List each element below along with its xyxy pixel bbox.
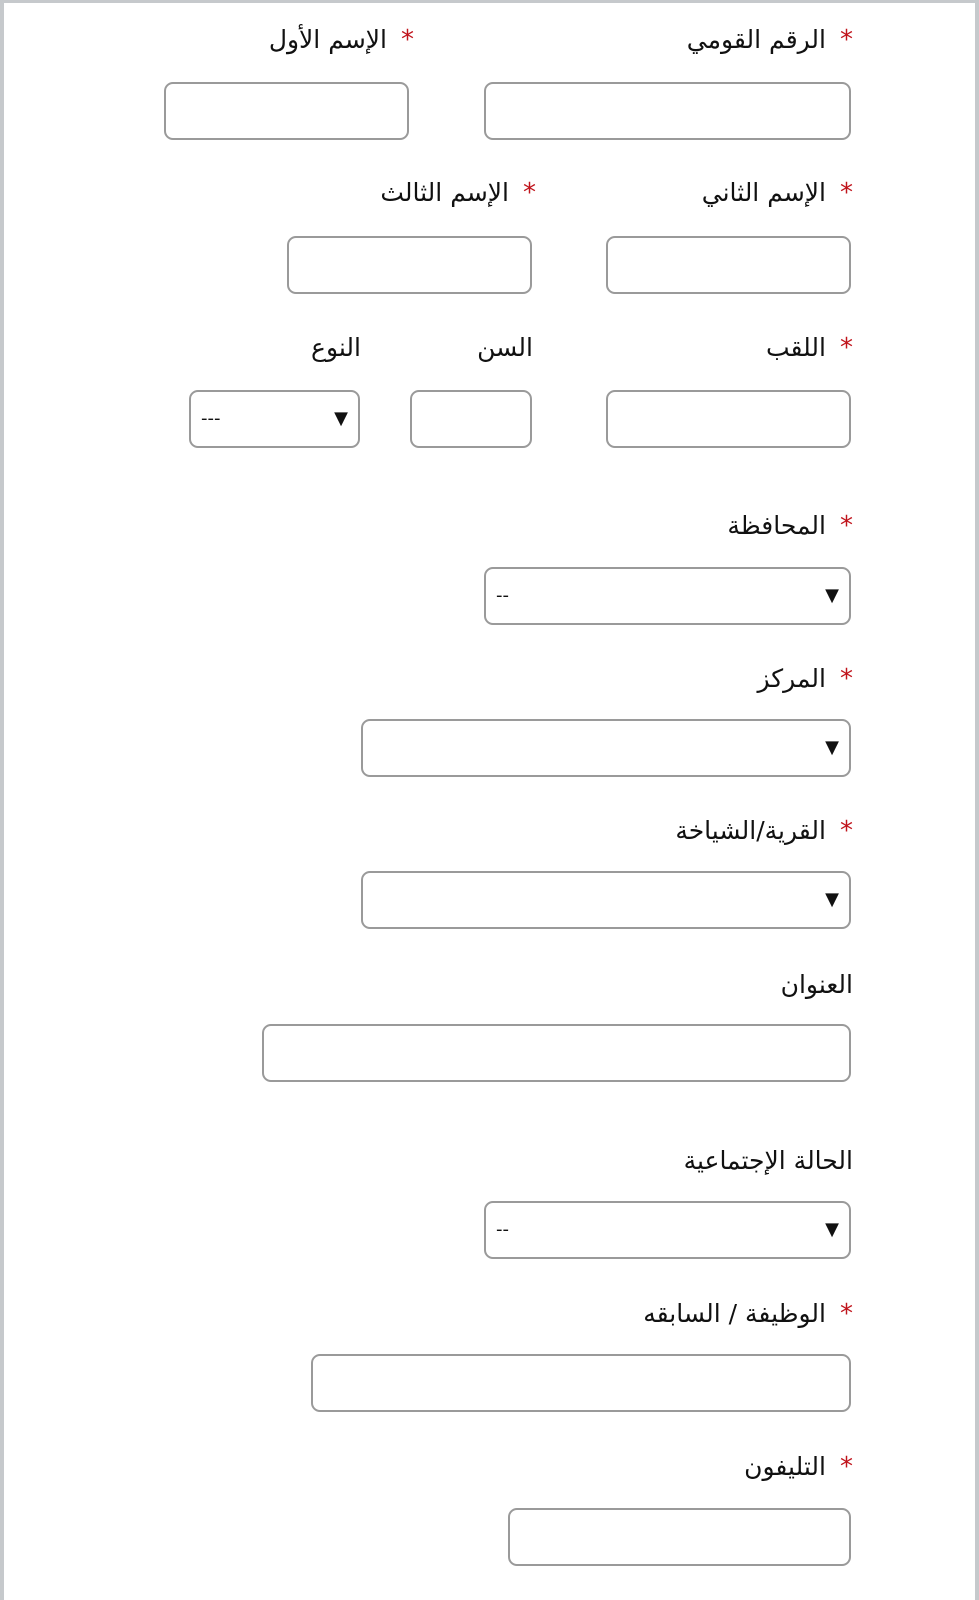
governorate-selected-value: -- [496, 585, 509, 606]
first-name-input[interactable] [164, 82, 409, 140]
required-marker: * [840, 664, 853, 694]
governorate-label: *المحافظة [727, 511, 853, 541]
age-input[interactable] [410, 390, 532, 448]
gender-select[interactable] [189, 390, 360, 448]
first-name-label: *الإسم الأول [268, 25, 414, 55]
center-label: *المركز [757, 664, 853, 694]
required-marker: * [840, 333, 853, 363]
address-label: العنوان [780, 970, 853, 999]
national-id-input[interactable] [484, 82, 851, 140]
second-name-label: *الإسم الثاني [701, 178, 853, 208]
job-label: *الوظيفة / السابقه [643, 1299, 853, 1329]
required-marker: * [840, 178, 853, 208]
marital-status-label: الحالة الإجتماعية [683, 1146, 853, 1175]
gender-label: النوع [311, 333, 361, 362]
required-marker: * [840, 1299, 853, 1329]
address-input[interactable] [262, 1024, 851, 1082]
governorate-select[interactable] [484, 567, 851, 625]
chevron-down-icon: ▼ [825, 737, 839, 758]
required-marker: * [840, 25, 853, 55]
required-marker: * [401, 25, 414, 55]
marital-status-select[interactable] [484, 1201, 851, 1259]
required-marker: * [840, 1452, 853, 1482]
third-name-input[interactable] [287, 236, 532, 294]
chevron-down-icon: ▼ [334, 408, 348, 429]
required-marker: * [523, 178, 536, 208]
surname-input[interactable] [606, 390, 851, 448]
village-select[interactable] [361, 871, 851, 929]
chevron-down-icon: ▼ [825, 585, 839, 606]
second-name-input[interactable] [606, 236, 851, 294]
gender-selected-value: --- [201, 408, 221, 429]
center-select[interactable] [361, 719, 851, 777]
phone-label: *التليفون [744, 1452, 853, 1482]
chevron-down-icon: ▼ [825, 889, 839, 910]
chevron-down-icon: ▼ [825, 1219, 839, 1240]
required-marker: * [840, 816, 853, 846]
age-label: السن [477, 333, 533, 362]
job-input[interactable] [311, 1354, 851, 1412]
marital-status-selected-value: -- [496, 1219, 509, 1240]
required-marker: * [840, 511, 853, 541]
national-id-label: *الرقم القومي [686, 25, 853, 55]
village-label: *القرية/الشياخة [675, 816, 853, 846]
surname-label: *اللقب [765, 333, 853, 363]
third-name-label: *الإسم الثالث [380, 178, 536, 208]
phone-input[interactable] [508, 1508, 851, 1566]
